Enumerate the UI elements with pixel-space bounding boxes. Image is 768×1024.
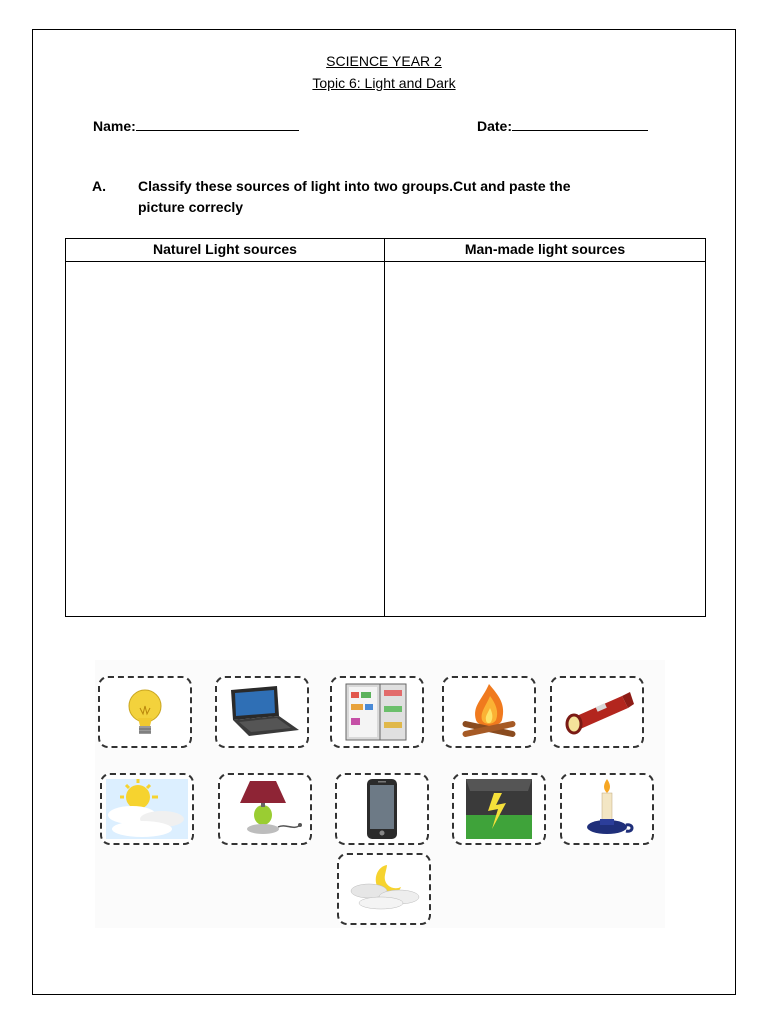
refrigerator-icon (332, 678, 422, 746)
instruction-letter: A. (92, 178, 106, 194)
card-moon-clouds[interactable] (337, 853, 431, 925)
date-label: Date: (477, 118, 513, 134)
date-field[interactable] (477, 116, 648, 134)
candle-icon (562, 775, 652, 843)
card-table-lamp[interactable] (218, 773, 312, 845)
moon-clouds-icon (339, 855, 429, 923)
card-mobile-phone[interactable] (335, 773, 429, 845)
laptop-icon (217, 678, 307, 746)
card-sun-clouds[interactable] (100, 773, 194, 845)
name-label: Name: (93, 118, 136, 134)
name-field[interactable] (93, 116, 299, 134)
table-header-divider (66, 261, 705, 262)
instruction-line-2: picture correcly (138, 199, 244, 215)
instruction-line-1: Classify these sources of light into two groups.Cut and paste the (138, 178, 571, 194)
card-light-bulb[interactable] (98, 676, 192, 748)
card-campfire[interactable] (442, 676, 536, 748)
mobile-phone-icon (337, 775, 427, 843)
worksheet-title: SCIENCE YEAR 2 (326, 53, 442, 69)
worksheet-topic: Topic 6: Light and Dark (312, 75, 456, 91)
lightning-icon (454, 775, 544, 843)
picture-cards-area (95, 660, 665, 928)
card-candle[interactable] (560, 773, 654, 845)
name-line[interactable] (136, 116, 299, 131)
card-laptop[interactable] (215, 676, 309, 748)
light-bulb-icon (100, 678, 190, 746)
sun-clouds-icon (102, 775, 192, 843)
table-lamp-icon (220, 775, 310, 843)
card-flashlight[interactable] (550, 676, 644, 748)
card-lightning[interactable] (452, 773, 546, 845)
card-refrigerator[interactable] (330, 676, 424, 748)
flashlight-icon (552, 678, 642, 746)
table-column-divider (384, 239, 385, 616)
manmade-sources-header: Man-made light sources (464, 241, 626, 257)
campfire-icon (444, 678, 534, 746)
natural-sources-header: Naturel Light sources (153, 241, 297, 257)
classification-table (65, 238, 706, 617)
date-line[interactable] (512, 116, 648, 131)
